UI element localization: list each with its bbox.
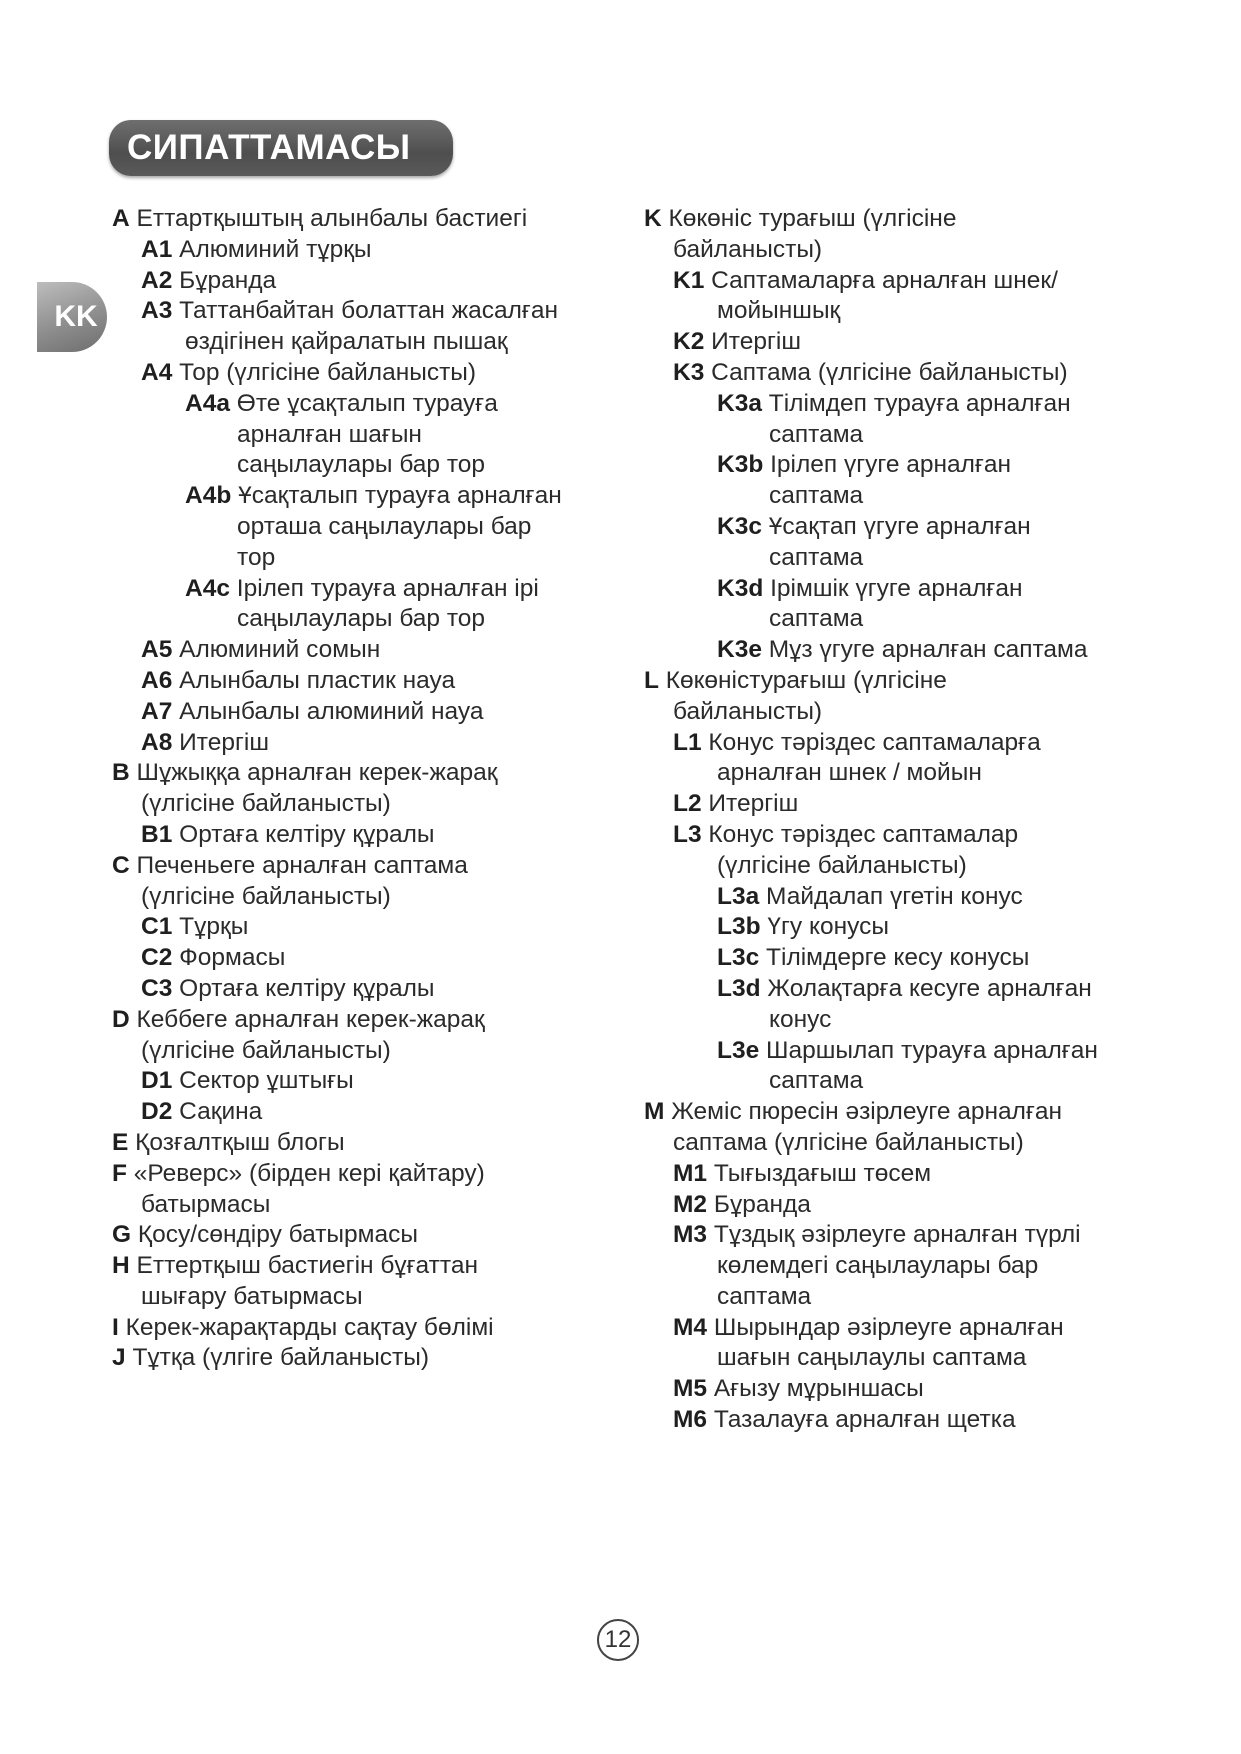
item-k3 <box>644 358 1144 389</box>
item-text: Саптама (үлгісіне байланысты) <box>711 358 1068 386</box>
item-code: A7 <box>141 697 173 725</box>
item-continuation <box>644 1282 1144 1313</box>
item-code: L3 <box>673 820 702 848</box>
item-text: Ірілеп турауға арналған ірі <box>236 574 539 602</box>
item-code: L3e <box>717 1036 760 1064</box>
item-text: «Реверс» (бірден кері қайтару) <box>133 1159 485 1187</box>
item-text: шығару батырмасы <box>141 1282 363 1310</box>
item-text: Көкөніс турағыш (үлгісіне <box>668 205 957 232</box>
item-text: Шаршылап турауға арналған <box>766 1036 1098 1064</box>
item-text: орташа саңылаулары бар <box>237 512 532 540</box>
item-text: тор <box>237 543 276 571</box>
item-m5 <box>644 1374 1144 1405</box>
item-code: L2 <box>673 790 702 818</box>
item-code: K <box>644 205 662 232</box>
item-text: Итергіш <box>708 790 799 818</box>
item-text: Ірімшік үгуге арналған <box>770 574 1023 602</box>
item-text: саптама <box>769 420 864 448</box>
item-code: K3d <box>717 574 764 602</box>
item-code: K2 <box>673 328 705 356</box>
item-code: F <box>112 1159 127 1187</box>
item-code: C <box>112 851 130 879</box>
item-l3b <box>644 912 1144 943</box>
item-m3 <box>644 1220 1144 1251</box>
item-text: Сектор ұштығы <box>179 1067 354 1095</box>
item-continuation <box>112 327 632 358</box>
item-m4 <box>644 1313 1144 1344</box>
item-text: Үгу конусы <box>767 913 889 941</box>
item-continuation <box>112 1282 632 1313</box>
item-text: (үлгісіне байланысты) <box>141 790 391 818</box>
item-text: (үлгісіне байланысты) <box>141 1036 391 1064</box>
item-continuation <box>644 1251 1144 1282</box>
item-h <box>112 1251 632 1282</box>
item-code: K3b <box>717 451 764 479</box>
item-code: D1 <box>141 1067 173 1095</box>
item-code: B1 <box>141 820 173 848</box>
item-code: C3 <box>141 974 173 1002</box>
item-g <box>112 1220 632 1251</box>
item-text: Шұжыққа арналған керек-жарақ <box>136 759 498 787</box>
item-text: Еттертқыш бастиегін бұғаттан <box>136 1252 478 1280</box>
item-text: Алынбалы пластик науа <box>179 666 456 694</box>
item-continuation <box>644 235 1144 266</box>
item-text: Майдалап үгетін конус <box>766 882 1023 910</box>
item-code: A5 <box>141 636 173 664</box>
item-text: Таттанбайтан болаттан жасалған <box>179 297 559 325</box>
item-text: батырмасы <box>141 1190 271 1218</box>
item-code: A3 <box>141 297 173 325</box>
item-text: Қосу/сөндіру батырмасы <box>137 1221 418 1249</box>
item-code: A8 <box>141 728 173 756</box>
item-text: өздігінен қайралатын пышақ <box>185 328 508 356</box>
item-k <box>644 204 1144 235</box>
item-continuation <box>644 420 1144 451</box>
item-text: саптама <box>769 543 864 571</box>
item-continuation <box>112 789 632 820</box>
item-text: Сақина <box>179 1098 263 1126</box>
item-text: Итергіш <box>179 728 269 756</box>
item-a8 <box>112 728 632 759</box>
item-text: Ортаға келтіру құралы <box>179 820 435 848</box>
item-code: A4b <box>185 482 232 510</box>
item-l2 <box>644 789 1144 820</box>
item-code: A4c <box>185 574 230 602</box>
page-number: 12 <box>597 1619 639 1661</box>
item-text: Шырындар әзірлеуге арналған <box>713 1313 1064 1341</box>
item-text: (үлгісіне байланысты) <box>141 882 391 910</box>
item-code: L3c <box>717 944 760 972</box>
item-text: Тұрқы <box>179 913 249 941</box>
item-text: Ұсақталып турауға арналған <box>238 482 562 510</box>
item-code: K1 <box>673 266 705 294</box>
item-text: Ағызу мұрыншасы <box>713 1375 924 1403</box>
item-c3 <box>112 974 632 1005</box>
item-a7 <box>112 697 632 728</box>
item-k2 <box>644 327 1144 358</box>
item-code: L3b <box>717 913 761 941</box>
item-k3d <box>644 574 1144 605</box>
item-code: M4 <box>673 1313 708 1341</box>
item-text: байланысты) <box>673 235 823 263</box>
item-text: Ортаға келтіру құралы <box>179 974 435 1002</box>
item-a4b <box>112 481 632 512</box>
item-m6 <box>644 1405 1144 1436</box>
item-text: конус <box>769 1005 832 1033</box>
item-code: A1 <box>141 235 173 263</box>
item-code: G <box>112 1221 132 1249</box>
item-text: Бұранда <box>179 266 277 294</box>
item-m2 <box>644 1190 1144 1221</box>
item-text: арналған шағын <box>237 420 422 448</box>
item-c1 <box>112 912 632 943</box>
item-code: K3c <box>717 512 762 540</box>
item-text: Өте ұсақталып турауға <box>236 389 498 417</box>
item-text: саңылаулары бар тор <box>237 605 486 633</box>
item-d2 <box>112 1097 632 1128</box>
item-text: Бұранда <box>713 1190 811 1218</box>
item-code: H <box>112 1252 130 1280</box>
item-continuation <box>644 296 1144 327</box>
item-code: E <box>112 1128 129 1156</box>
item-text: Тілімдеп турауға арналған <box>768 389 1071 417</box>
item-continuation <box>644 1066 1144 1097</box>
item-continuation <box>112 604 632 635</box>
item-text: Тұздық әзірлеуге арналған түрлі <box>713 1221 1081 1249</box>
item-text: Саптамаларға арналған шнек/ <box>711 266 1058 294</box>
left-column <box>112 204 632 1374</box>
item-k1 <box>644 266 1144 297</box>
item-text: Тазалауға арналған щетка <box>713 1406 1016 1434</box>
item-a5 <box>112 635 632 666</box>
item-continuation <box>644 604 1144 635</box>
item-continuation <box>112 882 632 913</box>
item-continuation <box>112 1190 632 1221</box>
item-text: Жеміс пюресін әзірлеуге арналған <box>671 1098 1063 1126</box>
item-m <box>644 1097 1144 1128</box>
item-a1 <box>112 235 632 266</box>
item-continuation <box>644 543 1144 574</box>
item-continuation <box>112 420 632 451</box>
item-a4 <box>112 358 632 389</box>
item-continuation <box>112 1036 632 1067</box>
item-c2 <box>112 943 632 974</box>
item-text: Ірілеп үгуге арналған <box>770 451 1012 479</box>
item-text: саптама (үлгісіне байланысты) <box>673 1128 1024 1156</box>
item-text: саптама <box>769 605 864 633</box>
item-l1 <box>644 728 1144 759</box>
item-continuation <box>112 512 632 543</box>
item-a4c <box>112 574 632 605</box>
item-code: K3e <box>717 636 762 664</box>
item-text: Тұтқа (үлгіге байланысты) <box>132 1344 430 1372</box>
item-code: D <box>112 1005 130 1033</box>
item-code: B <box>112 759 130 787</box>
item-d <box>112 1005 632 1036</box>
item-text: Формасы <box>179 944 286 972</box>
item-text: Ұсақтап үгуге арналған <box>768 512 1031 540</box>
item-text: Керек-жарақтарды сақтау бөлімі <box>125 1313 494 1341</box>
item-text: Жолақтарға кесуге арналған <box>767 974 1092 1002</box>
item-text: Печеньеге арналған саптама <box>136 851 468 879</box>
item-code: A6 <box>141 666 173 694</box>
item-code: A <box>112 205 130 232</box>
section-title: СИПАТТАМАСЫ <box>109 120 453 176</box>
item-text: байланысты) <box>673 697 823 725</box>
item-code: M <box>644 1098 665 1126</box>
right-column <box>644 204 1144 1436</box>
item-text: Конус тәріздес саптамаларға <box>708 728 1041 756</box>
language-tab: KK <box>37 282 107 352</box>
item-continuation <box>644 1343 1144 1374</box>
item-code: I <box>112 1313 119 1341</box>
item-a3 <box>112 296 632 327</box>
item-b1 <box>112 820 632 851</box>
item-f <box>112 1159 632 1190</box>
item-code: C1 <box>141 913 173 941</box>
item-l3e <box>644 1036 1144 1067</box>
item-text: саңылаулары бар тор <box>237 451 486 479</box>
item-code: M1 <box>673 1159 708 1187</box>
item-text: Тілімдерге кесу конусы <box>766 944 1030 972</box>
item-code: A4a <box>185 389 230 417</box>
item-continuation <box>112 543 632 574</box>
item-code: D2 <box>141 1098 173 1126</box>
item-text: Еттартқыштың алынбалы бастиегі <box>136 205 528 232</box>
item-code: K3a <box>717 389 762 417</box>
item-continuation <box>644 481 1144 512</box>
item-continuation <box>644 851 1144 882</box>
item-l <box>644 666 1144 697</box>
item-text: Қозғалтқыш блогы <box>135 1128 345 1156</box>
item-k3e <box>644 635 1144 666</box>
item-text: саптама <box>769 1067 864 1095</box>
item-text: саптама <box>769 482 864 510</box>
item-text: Кеббеге арналған керек-жарақ <box>136 1005 485 1033</box>
item-text: Алюминий сомын <box>179 636 381 664</box>
item-text: Алынбалы алюминий науа <box>179 697 484 725</box>
item-a4a <box>112 389 632 420</box>
item-a2 <box>112 266 632 297</box>
item-a6 <box>112 666 632 697</box>
item-c <box>112 851 632 882</box>
item-b <box>112 758 632 789</box>
item-code: L <box>644 666 659 694</box>
item-text: (үлгісіне байланысты) <box>717 851 967 879</box>
item-continuation <box>644 1005 1144 1036</box>
item-text: саптама <box>717 1282 812 1310</box>
item-i <box>112 1313 632 1344</box>
item-j <box>112 1343 632 1374</box>
item-k3c <box>644 512 1144 543</box>
item-k3b <box>644 450 1144 481</box>
item-code: M2 <box>673 1190 708 1218</box>
item-l3 <box>644 820 1144 851</box>
item-code: M6 <box>673 1406 708 1434</box>
item-code: A2 <box>141 266 173 294</box>
item-text: Тор (үлгісіне байланысты) <box>179 358 477 386</box>
item-text: Итергіш <box>711 328 801 356</box>
item-code: L3a <box>717 882 760 910</box>
item-k3a <box>644 389 1144 420</box>
item-continuation <box>112 450 632 481</box>
item-m1 <box>644 1159 1144 1190</box>
item-l3d <box>644 974 1144 1005</box>
item-text: Алюминий тұрқы <box>179 235 372 263</box>
item-text: арналған шнек / мойын <box>717 759 982 787</box>
item-code: L1 <box>673 728 702 756</box>
item-e <box>112 1128 632 1159</box>
item-l3c <box>644 943 1144 974</box>
item-code: K3 <box>673 358 705 386</box>
item-continuation <box>644 1128 1144 1159</box>
item-a <box>112 204 632 235</box>
item-text: Мұз үгуге арналған саптама <box>768 636 1088 664</box>
item-text: шағын саңылаулы саптама <box>717 1344 1027 1372</box>
item-code: C2 <box>141 944 173 972</box>
item-text: Тығыздағыш төсем <box>713 1159 932 1187</box>
item-continuation <box>644 758 1144 789</box>
item-code: A4 <box>141 358 173 386</box>
item-text: мойыншық <box>717 297 841 325</box>
item-code: M5 <box>673 1375 708 1403</box>
item-code: L3d <box>717 974 761 1002</box>
item-d1 <box>112 1066 632 1097</box>
item-code: M3 <box>673 1221 708 1249</box>
item-continuation <box>644 697 1144 728</box>
item-code: J <box>112 1344 126 1372</box>
item-l3a <box>644 882 1144 913</box>
item-text: Көкөністурағыш (үлгісіне <box>665 666 947 694</box>
item-text: көлемдегі саңылаулары бар <box>717 1252 1039 1280</box>
item-text: Конус тәріздес саптамалар <box>708 820 1019 848</box>
